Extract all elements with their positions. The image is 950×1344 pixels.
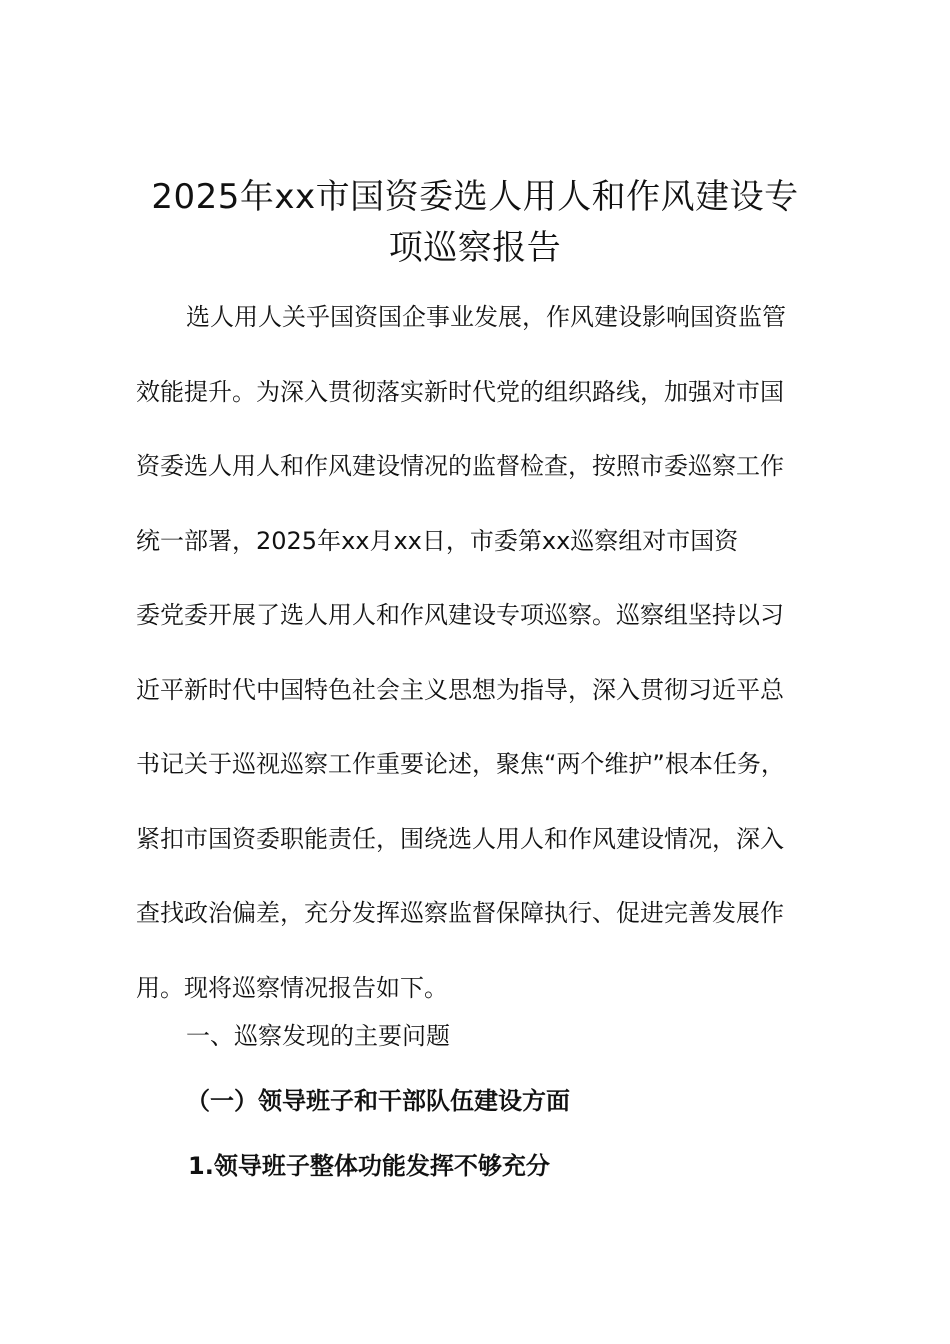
section-heading-3: 1.领导班子整体功能发挥不够充分 [188,1152,550,1180]
intro-paragraph [136,280,838,1025]
paragraph-line: 效能提升。为深入贯彻落实新时代党的组织路线，加强对市国 [136,377,784,406]
title-line-2: 项巡察报告 [388,228,562,268]
section-heading-2: （一）领导班子和干部队伍建设方面 [186,1087,570,1115]
paragraph-line: 统一部署，2025年xx月xx日，市委第xx巡察组对市国资 [136,526,739,555]
paragraph-line: 查找政治偏差，充分发挥巡察监督保障执行、促进完善发展作 [136,899,784,927]
document-title [110,172,840,274]
paragraph-line: 书记关于巡视巡察工作重要论述，聚焦“两个维护”根本任务， [136,750,785,778]
paragraph-line: 选人用人关乎国资国企事业发展，作风建设影响国资监管 [186,303,786,331]
title-line-1: 2025年xx市国资委选人用人和作风建设专 [151,177,799,217]
paragraph-line: 资委选人用人和作风建设情况的监督检查，按照市委巡察工作 [136,452,784,480]
paragraph-line: 近平新时代中国特色社会主义思想为指导，深入贯彻习近平总 [136,675,784,704]
paragraph-line: 紧扣市国资委职能责任，围绕选人用人和作风建设情况，深入 [136,824,784,853]
paragraph-line: 委党委开展了选人用人和作风建设专项巡察。巡察组坚持以习 [136,601,784,629]
section-heading-1: 一、巡察发现的主要问题 [186,1022,450,1050]
paragraph-line: 用。现将巡察情况报告如下。 [136,973,448,1002]
